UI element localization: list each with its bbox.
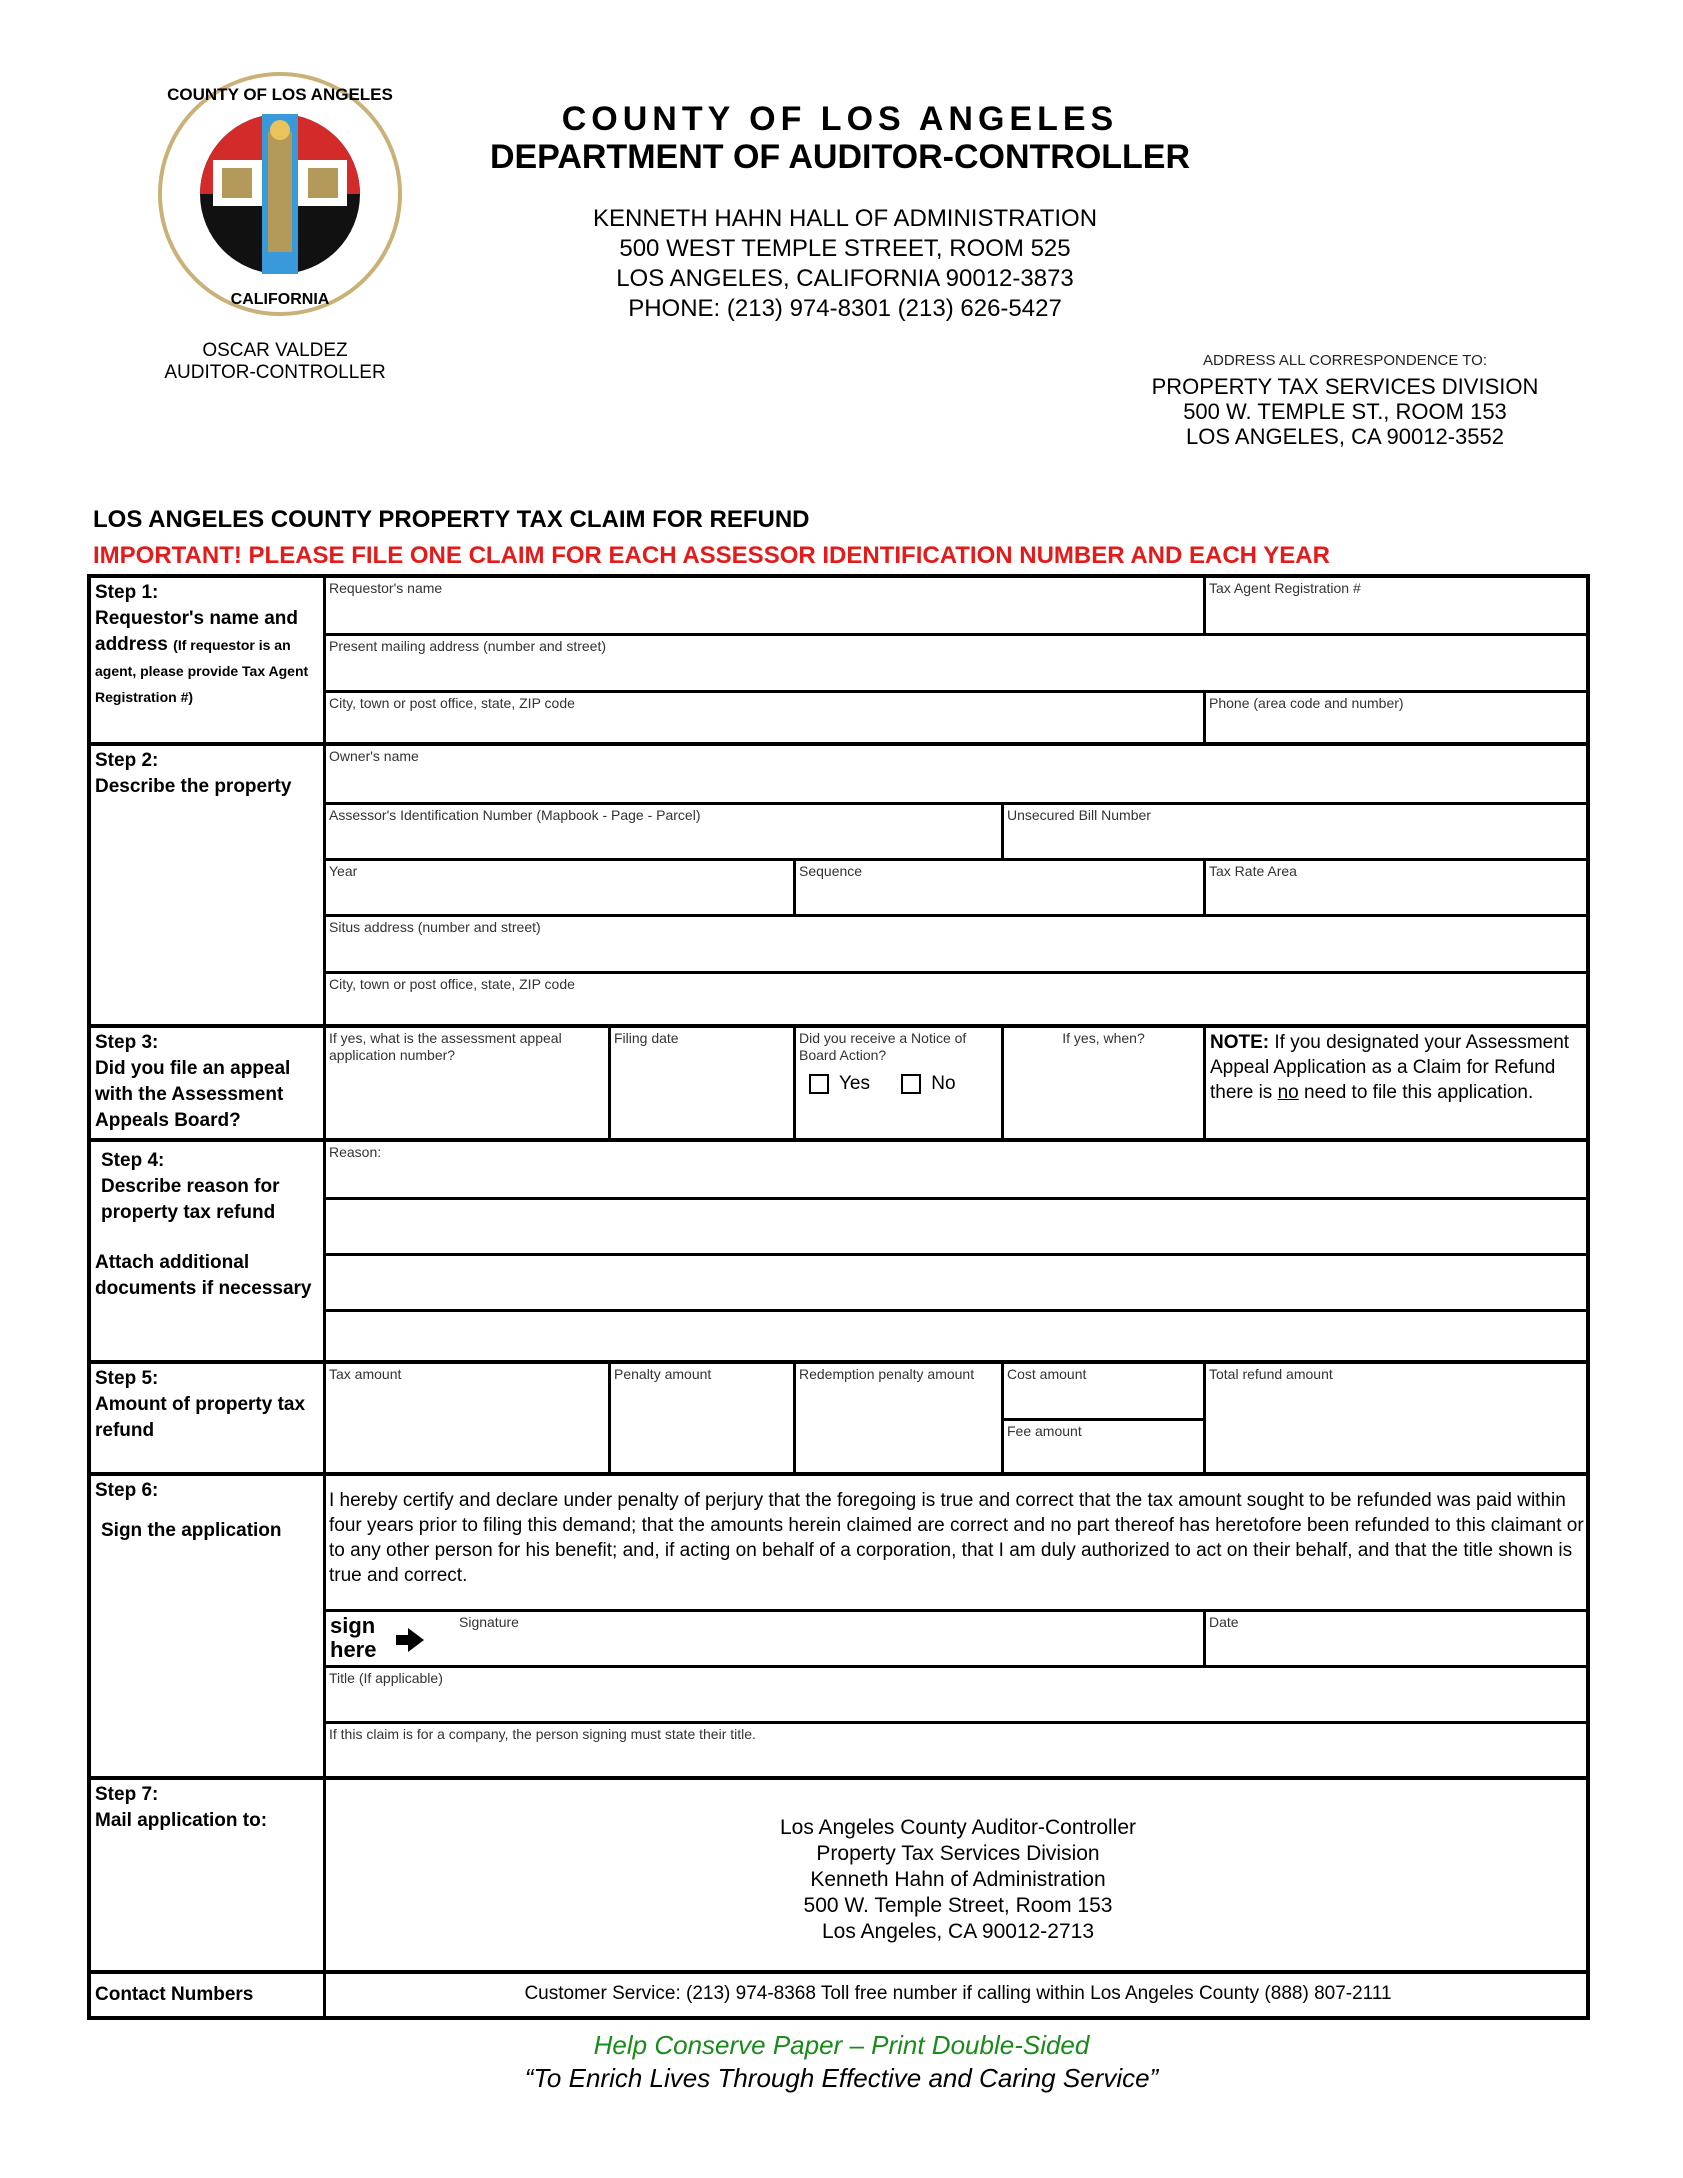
org-name: COUNTY OF LOS ANGELES (561, 100, 1119, 138)
owner-name-field[interactable]: Owner's name (323, 743, 1590, 802)
notice-board-action-group: Did you receive a Notice of Board Action? Yes No (793, 1025, 1001, 1142)
contact-numbers: Customer Service: (213) 974-8368 Toll free number if calling within Los Angeles County (888) 807-2111 (323, 1971, 1590, 2020)
redemption-penalty-field[interactable]: Redemption penalty amount (793, 1361, 1001, 1476)
notice-date-field[interactable]: If yes, when? (1001, 1025, 1203, 1142)
total-refund-field[interactable]: Total refund amount (1203, 1361, 1590, 1476)
sign-here-label: sign here (330, 1613, 377, 1662)
step7-label: Step 7: Mail application to: (91, 1780, 326, 1970)
contact-section (87, 1970, 1590, 2020)
appeal-number-field[interactable]: If yes, what is the assessment appeal application number? (323, 1025, 608, 1142)
fee-amount-field[interactable]: Fee amount (1001, 1418, 1203, 1476)
cost-amount-field[interactable]: Cost amount (1001, 1361, 1203, 1418)
step5-section (87, 1360, 1590, 1476)
step3-label: Step 3: Did you file an appeal with the Assessment Appeals Board? (91, 1028, 326, 1138)
signer-title-field[interactable]: Title (If applicable) (323, 1665, 1590, 1721)
step2-section (87, 742, 1590, 1028)
step3-section (87, 1024, 1590, 1142)
reason-line-3[interactable] (323, 1253, 1590, 1309)
property-city-field[interactable]: City, town or post office, state, ZIP code (323, 971, 1590, 1028)
sequence-field[interactable]: Sequence (793, 858, 1203, 914)
department-name: DEPARTMENT OF AUDITOR-CONTROLLER (489, 138, 1191, 176)
unsecured-bill-field[interactable]: Unsecured Bill Number (1001, 802, 1590, 858)
reason-field[interactable]: Reason: (323, 1139, 1590, 1197)
situs-address-field[interactable]: Situs address (number and street) (323, 914, 1590, 971)
company-title-note: If this claim is for a company, the person signing must state their title. (323, 1721, 1590, 1780)
step6-section (87, 1472, 1590, 1780)
official-block: OSCAR VALDEZ AUDITOR-CONTROLLER (164, 340, 386, 383)
filing-date-field[interactable]: Filing date (608, 1025, 793, 1142)
year-field[interactable]: Year (323, 858, 793, 914)
signature-field[interactable]: sign here Signature (323, 1609, 1203, 1665)
form-title: LOS ANGELES COUNTY PROPERTY TAX CLAIM FOR REFUND (93, 506, 810, 533)
conserve-paper-note: Help Conserve Paper – Print Double-Sided (593, 2030, 1090, 2060)
step2-label: Step 2: Describe the property (91, 746, 326, 1024)
step1-label: Step 1: Requestor's name and address (If requestor is an agent, please provide Tax Agent Registration #) (91, 578, 326, 742)
step1-section (87, 574, 1590, 746)
penalty-amount-field[interactable]: Penalty amount (608, 1361, 793, 1476)
requestor-city-field[interactable]: City, town or post office, state, ZIP code (323, 690, 1203, 746)
claim-form (87, 574, 1590, 2024)
mailing-address-field[interactable]: Present mailing address (number and street) (323, 633, 1590, 690)
reason-line-2[interactable] (323, 1197, 1590, 1253)
arrow-right-icon (396, 1628, 424, 1652)
svg-text:CALIFORNIA: CALIFORNIA (230, 291, 330, 308)
svg-text:COUNTY OF LOS ANGELES: COUNTY OF LOS ANGELES (167, 85, 393, 104)
requestor-name-field[interactable]: Requestor's name (323, 575, 1203, 633)
contact-label: Contact Numbers (91, 1974, 326, 2016)
certification-text: I hereby certify and declare under penalty of perjury that the foregoing is true and correct that the tax amount sought to be refunded was paid within four years prior to filing this demand; that the amounts herein claimed are correct and no part thereof has heretofore been refunded to this claimant or to any other person for his benefit; and, if acting on behalf of a corporation, that I am duly authorized to act on their behalf, and that the title shown is true and correct. (323, 1473, 1590, 1609)
correspondence-label: ADDRESS ALL CORRESPONDENCE TO: (1203, 352, 1487, 369)
step6-label: Step 6: Sign the application (91, 1476, 326, 1776)
important-notice: IMPORTANT! PLEASE FILE ONE CLAIM FOR EACH ASSESSOR IDENTIFICATION NUMBER AND EACH YEAR (93, 542, 1330, 569)
tax-agent-reg-field[interactable]: Tax Agent Registration # (1203, 575, 1590, 633)
motto: “To Enrich Lives Through Effective and Caring Service” (524, 2063, 1159, 2093)
step5-label: Step 5: Amount of property tax refund (91, 1364, 326, 1472)
department-address: KENNETH HAHN HALL OF ADMINISTRATION 500 WEST TEMPLE STREET, ROOM 525 LOS ANGELES, CALIFORNIA 90012-3873 PHONE: (213) 974-8301 (213) 626-5427 (592, 205, 1098, 322)
date-field[interactable]: Date (1203, 1609, 1590, 1665)
step7-section (87, 1776, 1590, 1974)
reason-line-4[interactable] (323, 1309, 1590, 1364)
no-checkbox[interactable]: No (901, 1073, 955, 1094)
mailing-address: Los Angeles County Auditor-Controller Property Tax Services Division Kenneth Hahn of Administration 500 W. Temple Street, Room 153 Los Angeles, CA 90012-2713 (323, 1777, 1590, 1974)
tax-rate-area-field[interactable]: Tax Rate Area (1203, 858, 1590, 914)
county-seal-logo (158, 72, 402, 316)
step4-label: Step 4: Describe reason for property tax refund Attach additional documents if necessary (91, 1142, 326, 1360)
yes-checkbox[interactable]: Yes (809, 1073, 870, 1094)
tax-amount-field[interactable]: Tax amount (323, 1361, 608, 1476)
correspondence-address: PROPERTY TAX SERVICES DIVISION 500 W. TEMPLE ST., ROOM 153 LOS ANGELES, CA 90012-3552 (1151, 374, 1539, 449)
appeal-note: NOTE: If you designated your Assessment Appeal Application as a Claim for Refund there is no need to file this application. (1203, 1025, 1590, 1142)
phone-field[interactable]: Phone (area code and number) (1203, 690, 1590, 746)
step4-section (87, 1138, 1590, 1364)
ain-field[interactable]: Assessor's Identification Number (Mapbook - Page - Parcel) (323, 802, 1001, 858)
